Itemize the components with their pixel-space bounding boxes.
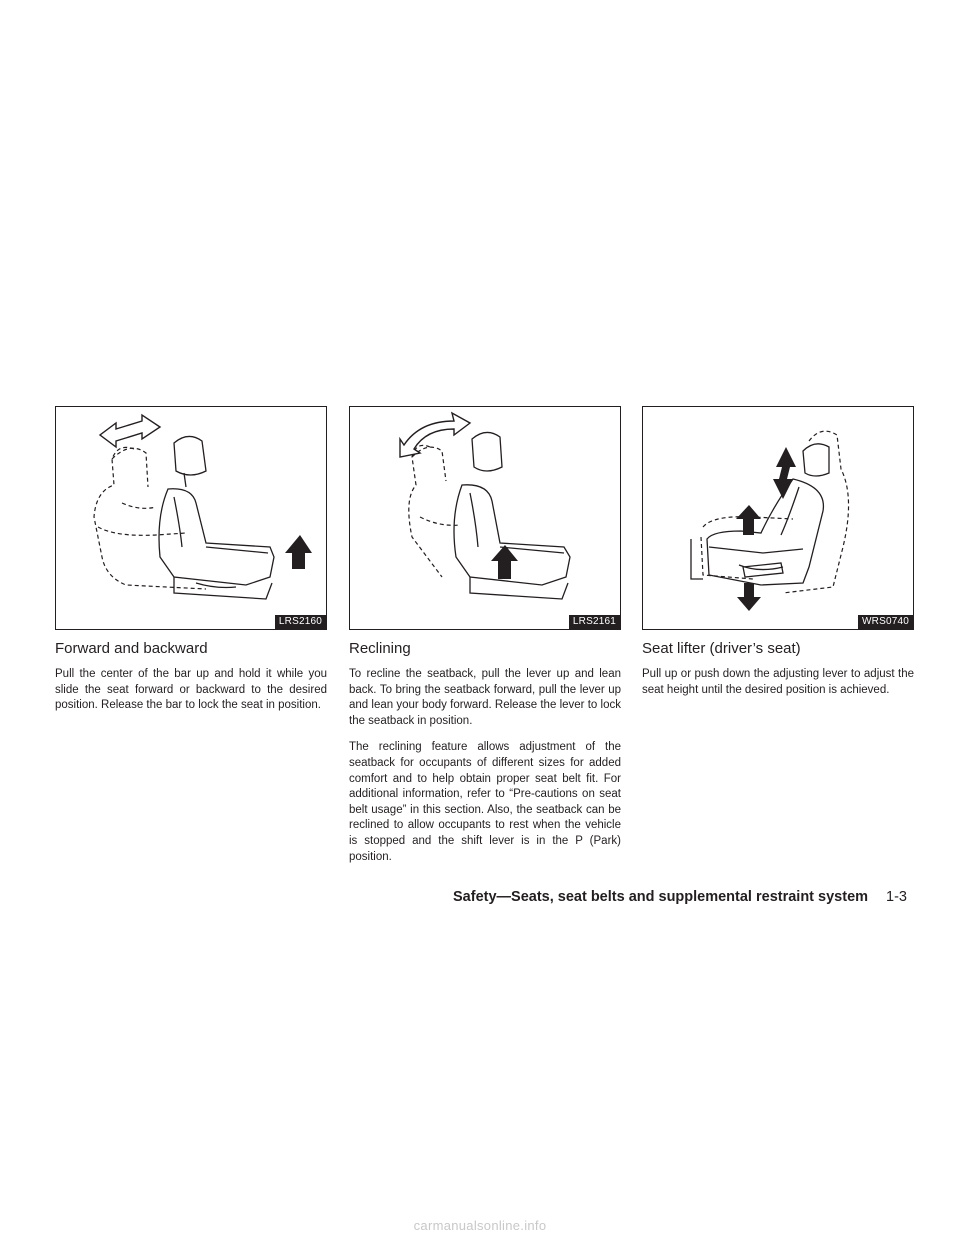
- watermark[interactable]: carmanualsonline.info: [413, 1218, 547, 1233]
- section-heading: Forward and backward: [55, 640, 208, 657]
- page-number: 1-3: [886, 889, 907, 905]
- section-seat-lifter: [642, 406, 914, 709]
- figure-code: LRS2161: [569, 615, 620, 629]
- figure-code: WRS0740: [858, 615, 913, 629]
- body-paragraph: To recline the seatback, pull the lever up and lean back. To bring the seatback forward, pull the lever up and lean your body forward. Release the lever to lock the seatback in position.: [349, 668, 621, 727]
- body-paragraph: The reclining feature allows adjustment of the seatback for occupants of different sizes for added comfort and to help obtain proper seat belt fit. For additional information, refer to “Pre-cautions on seat belt usage” in this section. Also, the seatback can be reclined to allow occupants to rest when the vehicle is stopped and the shift lever is in the P (Park) position.: [349, 741, 621, 863]
- figure-reclining: [349, 406, 621, 630]
- section-heading: Seat lifter (driver’s seat): [642, 640, 801, 657]
- seat-recline-illustration: [350, 407, 620, 629]
- section-forward-backward: [55, 406, 327, 725]
- body-paragraph: Pull up or push down the adjusting lever to adjust the seat height until the desired position is achieved.: [642, 668, 914, 696]
- figure-seat-lifter: [642, 406, 914, 630]
- figure-code: LRS2160: [275, 615, 326, 629]
- body-paragraph: Pull the center of the bar up and hold it while you slide the seat forward or backward to the desired position. Release the bar to lock the seat in position.: [55, 668, 327, 712]
- page-footer: [453, 888, 907, 906]
- seat-slide-illustration: [56, 407, 326, 629]
- section-reclining: [349, 406, 621, 876]
- figure-forward-backward: [55, 406, 327, 630]
- section-heading: Reclining: [349, 640, 411, 657]
- seat-lifter-illustration: [643, 407, 913, 629]
- footer-section-title: Safety—Seats, seat belts and supplemental restraint system: [453, 889, 869, 905]
